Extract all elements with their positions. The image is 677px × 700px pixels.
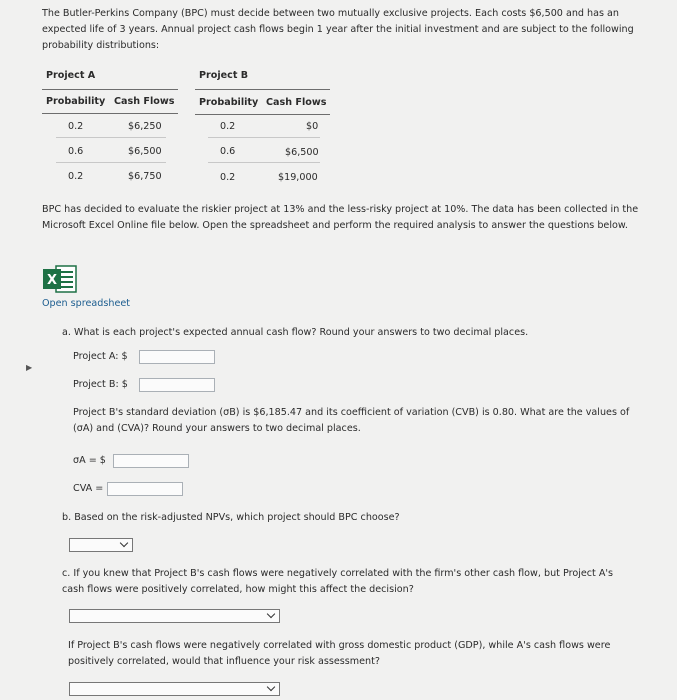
project-b-title: Project B [199, 70, 249, 81]
cv-a-input[interactable] [107, 482, 183, 496]
question-c: c. If you knew that Project B's cash flows were negatively correlated with the firm's other cash flow, but Project A's cash flows were positively correlated, how might this affect the decision? [62, 568, 614, 595]
intro-text: The Butler-Perkins Company (BPC) must decide between two mutually exclusive projects. Each costs $6,500 and has an expected life of 3 years. Annual project cash flows begin 1 year after the initial investment and are subject to the following probability distributions: [42, 8, 634, 51]
sigma-a-label: σA = $ [73, 455, 106, 466]
question-d: If Project B's cash flows were negatively correlated with gross domestic product (GDP), while A's cash flows were positively correlated, would that influence your risk assessment? [68, 640, 611, 667]
chevron-down-icon [120, 539, 128, 547]
question-a: a. What is each project's expected annual cash flow? Round your answers to two decimal places. [62, 327, 529, 338]
project-b-cf-3: $19,000 [278, 172, 318, 183]
table-rule [42, 113, 178, 114]
chevron-down-icon [267, 610, 275, 618]
project-b-col-cash-flows: Cash Flows [266, 97, 327, 108]
question-b: b. Based on the risk-adjusted NPVs, which project should BPC choose? [62, 512, 400, 523]
project-b-cf-2: $6,500 [285, 147, 319, 158]
project-a-title: Project A [46, 70, 96, 81]
project-a-col-cash-flows: Cash Flows [114, 96, 175, 107]
project-b-cf-1: $0 [306, 121, 319, 132]
table-rule [195, 114, 330, 115]
project-b-prob-2: 0.6 [220, 146, 236, 157]
std-dev-question: Project B's standard deviation (σB) is $6,185.47 and its coefficient of variation (CVB) is 0.80. What are the values of (σA) and (CVA)? Round your answers to two decimal places. [73, 407, 630, 434]
table-rule [195, 89, 330, 90]
table-rule [42, 89, 178, 90]
cursor-icon: ▶ [26, 363, 33, 372]
project-a-prob-3: 0.2 [68, 171, 84, 182]
row-divider [56, 162, 166, 163]
chevron-down-icon [267, 683, 275, 691]
excel-icon[interactable] [42, 264, 78, 294]
project-a-cf-1: $6,250 [128, 121, 162, 132]
project-b-input-label: Project B: $ [73, 379, 128, 390]
open-spreadsheet-link[interactable]: Open spreadsheet [42, 298, 131, 309]
evaluation-text: BPC has decided to evaluate the riskier project at 13% and the less-risky project at 10%. The data has been collected in the Microsoft Excel Online file below. Open the spreadsheet and perform the required analysis to answer the questions below. [42, 204, 639, 231]
project-a-input[interactable] [139, 350, 215, 364]
row-divider [208, 162, 320, 163]
cv-a-label: CVA = [73, 483, 104, 494]
question-b-select[interactable] [69, 538, 133, 552]
project-a-prob-2: 0.6 [68, 146, 84, 157]
project-a-col-probability: Probability [46, 96, 106, 107]
project-b-col-probability: Probability [199, 97, 259, 108]
project-a-cf-3: $6,750 [128, 171, 162, 182]
question-c-select[interactable] [69, 609, 280, 623]
question-d-select[interactable] [69, 682, 280, 696]
excel-icon-letter: X [46, 273, 58, 288]
project-a-prob-1: 0.2 [68, 121, 84, 132]
project-b-prob-3: 0.2 [220, 172, 236, 183]
project-b-input[interactable] [139, 378, 215, 392]
sigma-a-input[interactable] [113, 454, 189, 468]
row-divider [56, 137, 166, 138]
project-a-input-label: Project A: $ [73, 351, 128, 362]
project-a-cf-2: $6,500 [128, 146, 162, 157]
row-divider [208, 137, 320, 138]
project-b-prob-1: 0.2 [220, 121, 236, 132]
